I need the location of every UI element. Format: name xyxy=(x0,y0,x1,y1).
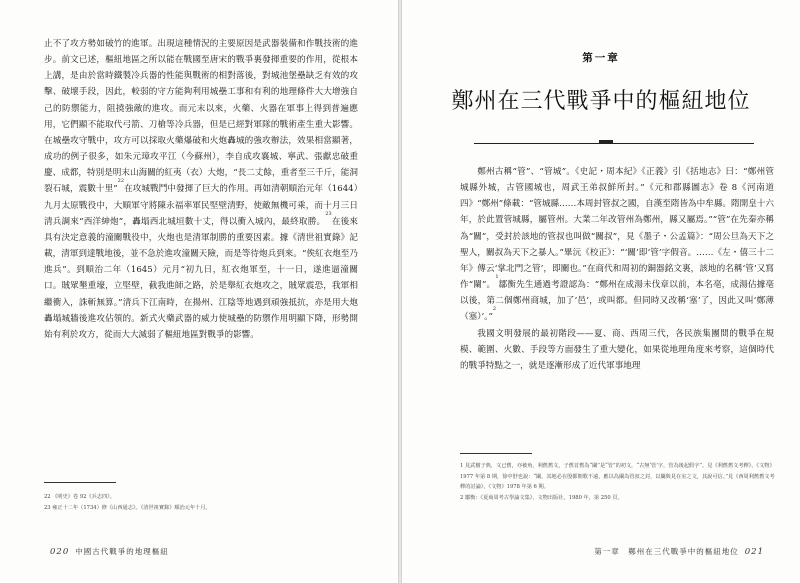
footnote-23: 23 雍正十二年（1734）修《山西通志》。《清世祖實錄》順治元年十月。 xyxy=(44,504,211,511)
left-running-head: 中國古代戰爭的地理樞紐 xyxy=(75,547,169,556)
footnote-22: 22 《明史》卷 92《兵志四》。 xyxy=(44,494,115,500)
left-page xyxy=(0,0,398,583)
footnote-ref-22[interactable]: 22 xyxy=(117,178,125,185)
right-running-head: 第一章 鄭州在三代戰爭中的樞紐地位 xyxy=(594,547,739,556)
left-folio xyxy=(44,546,169,557)
right-paragraph-2: 我國文明發展的最初階段——夏、商、西周三代，各民族集團間的戰爭在規模、範圍、火數、手段等方面發生了重大變化，如果從地理角度來考察，這個時代的戰爭特點之一，就是逐漸形成了近代軍事地理 xyxy=(460,328,774,371)
right-paragraph-1: 鄭州古稱“管”、“管城”。《史記・周本紀》《正義》引《括地志》曰：“鄭州管城縣外城，古管國城也，周武王弟叔鮮所封。”《元和郡縣圖志》卷 8《河南道四》“鄭州”條載：“管城縣……本周封管叔之國，自漢至隋皆為中牟縣。隋開皇十六年，於此置管城縣，屬管州。大業二年改管州為鄭州，縣又屬焉。”“管”在先秦亦稱為“關”，受封於該地的管叔也叫做“關叔”，見《墨子・公孟篇》：“周公旦為天下之聖人，關叔為天下之暴人。”畢沅《校正》：“‘關’即‘管’字假音。……《左・僖三十二年》傳云‘掌北門之管’，即關也。”在商代和周初的銅器銘文裏，該地的名稱‘管’又寫作“闌”。$^1$鄒衡先生通過考證認為：“鄭州在成湯未伐章以前，本名亳，成湯佔據亳以後，第二個鄭州商城，加了‘邑’，或叫都。但同時又改稱‘塞’了，因此又叫‘鄭薄（塞）’。”$^2$ xyxy=(460,167,774,323)
footnote-1: 1 見武樹子典，文已舊，亦被角，利舊舊文，子舊首舊為“闌”是“管”的初文，“古無‘管’字，管為後起假字”。見《利舊舊文考釋》，《文物》1977 年第 8 期，徐中舒也說：“闌，其地必在殷都朝歌不遠，應以為闌為管叔之封，以闌與見在室之文，其說可信。”見《西周利舊舊文考釋的討論》，《文物》1978 年第 6 期。 xyxy=(460,463,775,490)
right-page-number: 021 xyxy=(744,547,764,557)
left-paragraph-1: 止不了攻方勢如破竹的進軍。出現這種情況的主要原因是武器裝備和作戰技術的進步。前文已述，樞紐地區之所以能在戰國至唐宋的戰爭裏發揮重要的作用，從根本上講，是由於當時鐵製冷兵器的性能與戰術的相對落後，對城池堡壘缺乏有效的攻擊、破壞手段，因此，較弱的守方能夠利用城壘工事和有利的地理條件大大增強自己的防禦能力，阻撓強敵的進攻。而元末以來，火藥、火器在軍事上得到普遍應用，它們顯不能取代弓箭、刀槍等冷兵器，但是已經對軍隊的戰術產生重大影響。在城壘攻守戰中，攻方可以採取火藥爆破和火炮轟城的強攻辦法，效果相當顯著，成功的例子很多，如朱元璋攻平江（今蘇州），李自成攻襄城、寧武、張獻忠破重慶、成都，特別是明末山海關的紅夷（衣）大炮，“長二丈餘，重者至三千斤，能洞裂石城，震數十里”$^{22}$在攻城戰鬥中發揮了巨大的作用。再如清朝順治元年（1644）九月太原戰役中，大順軍守將陳永福率軍民堅壁清野，使敵無機可乘，而十月三日清兵調來“西洋紳炮”，轟塌西北城垣數十丈，得以衝入城內，最終取勝。$^{23}$在後來具有決定意義的潼關戰役中，火炮也是清軍制勝的重要因素。據《清世祖實錄》記載，清軍到達戰地後，並不急於進攻潼關天險，而是等待炮兵到來。“俟紅衣炮至乃進兵”。到順治二年（1645）元月“初九日，紅衣炮軍至，十一日，遂進逼潼關口。賊眾墾重壕，立堅壁，截我進師之路，於是舉紅衣炮攻之，賊眾震恐，我軍相繼衝入，誅斬無算。”清兵下江南時，在揚州、江陰等地遇到頑強抵抗，亦是用大炮轟塌城牆後進攻佔領的。新式火藥武器的威力使城壘的防禦作用明顯下降，形勢開始有利於攻方，從而大大減弱了樞紐地區對戰爭的影響。 xyxy=(44,39,358,340)
right-footnote-rule xyxy=(460,453,532,454)
footnote-ref-2[interactable]: 2 xyxy=(492,306,497,313)
left-footnote-rule xyxy=(44,482,116,483)
footnote-ref-1[interactable]: 1 xyxy=(495,274,499,281)
right-page xyxy=(402,0,800,583)
footnote-2: 2 鄒衡：《夏商周考古學論文集》，文物出版社，1980 年，第 250 頁。 xyxy=(460,494,623,501)
right-folio xyxy=(594,546,770,557)
left-page-number: 020 xyxy=(50,547,70,557)
right-body-text xyxy=(460,164,774,374)
title-rule xyxy=(474,143,754,144)
footnote-ref-23[interactable]: 23 xyxy=(325,210,332,217)
right-footnotes xyxy=(460,461,778,503)
left-footnotes xyxy=(44,492,364,513)
chapter-title: 鄭州在三代戰爭中的樞紐地位 xyxy=(451,89,751,114)
title-mark xyxy=(599,140,613,144)
left-body-text xyxy=(44,36,358,343)
chapter-label: 第一章 xyxy=(582,52,620,64)
